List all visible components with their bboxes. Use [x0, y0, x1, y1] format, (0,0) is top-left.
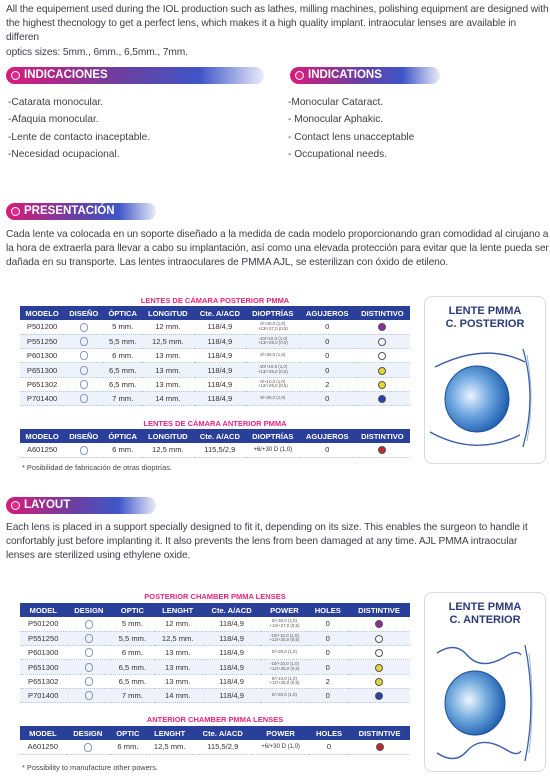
lens-design-icon	[85, 663, 93, 672]
indications-header	[290, 67, 440, 84]
bullet-dot-icon	[295, 71, 304, 80]
cell-diopters	[261, 674, 307, 688]
table-es-note: * Posibilidad de fabricación de otras dioptrías.	[22, 463, 172, 472]
col-header: LONGITUD	[142, 306, 194, 320]
distinctive-color-dot-icon	[375, 678, 383, 686]
cell-model: P601300	[20, 646, 66, 660]
cell-holes: 0	[307, 688, 348, 702]
cell-length: 12,5 mm.	[146, 740, 193, 754]
distinctive-color-dot-icon	[378, 352, 386, 360]
cell-optic: 7 mm.	[103, 391, 142, 405]
distinctive-color-dot-icon	[375, 635, 383, 643]
cell-distinctive	[348, 674, 410, 688]
cell-diopters	[261, 631, 307, 645]
cell-length: 12,5 mm.	[154, 631, 202, 645]
cell-design	[64, 349, 103, 363]
table-row	[20, 646, 410, 660]
indications-list	[288, 94, 538, 164]
cell-length: 12 mm.	[154, 617, 202, 631]
col-header: ÓPTICA	[103, 306, 142, 320]
cell-cte: 118/4,9	[194, 334, 246, 348]
diopter-line-1: 0/+10,0 (1,0)	[271, 675, 297, 681]
list-item: - Occupational needs.	[288, 149, 388, 161]
cell-holes: 0	[300, 349, 355, 363]
diopter-line-2: +12/+25,0 (0,5)	[269, 637, 300, 643]
cell-diopters	[261, 646, 307, 660]
lens-design-icon	[84, 743, 92, 752]
presentacion-header	[6, 203, 156, 220]
cell-model: A601250	[20, 443, 64, 457]
panel-title-line-2: C. POSTERIOR	[445, 318, 525, 330]
cell-model: P551250	[20, 334, 64, 348]
panel-title-line-2: C. ANTERIOR	[449, 614, 521, 626]
lens-design-icon	[85, 620, 93, 629]
cell-cte: 118/4,9	[194, 377, 246, 391]
cell-distinctive	[355, 443, 410, 457]
col-header: DISTINTIVE	[349, 726, 410, 740]
col-header: MODEL	[20, 726, 66, 740]
paragraph-line: Each lens is placed in a support specially designed to fit it, depending on its size. This enables the surgeon to handle it	[6, 522, 528, 533]
cell-holes: 0	[300, 443, 355, 457]
cell-holes: 0	[307, 631, 348, 645]
diopter-line-1: -10/+10,0 (1,0)	[258, 335, 288, 341]
cell-model: P701400	[20, 391, 64, 405]
table-en-posterior	[20, 603, 410, 703]
indications-title: INDICATIONS	[308, 69, 382, 81]
col-header: OPTIC	[110, 726, 146, 740]
cell-model: P501200	[20, 617, 66, 631]
anterior-lens-illustration-icon	[425, 635, 545, 770]
list-item: - Monocular Aphakic.	[288, 114, 384, 126]
col-header: DESIGN	[66, 603, 111, 617]
cell-model: P551250	[20, 631, 66, 645]
cell-diopters	[261, 617, 307, 631]
table-row	[20, 443, 410, 457]
cell-optic: 6,5 mm.	[103, 363, 142, 377]
col-header: DISTINTIVE	[348, 603, 410, 617]
diopter-line-1: -10/+10,0 (1,0)	[269, 661, 299, 667]
col-header: AGUJEROS	[300, 429, 355, 443]
col-header: DIOPTRÍAS	[246, 429, 300, 443]
cell-cte: 118/4,9	[194, 320, 246, 334]
cell-holes: 2	[300, 377, 355, 391]
col-header: DISEÑO	[64, 429, 103, 443]
cell-cte: 118/4,9	[194, 363, 246, 377]
bullet-dot-icon	[11, 207, 20, 216]
cell-optic: 6 mm.	[103, 443, 142, 457]
distinctive-color-dot-icon	[375, 664, 383, 672]
cell-model: P501200	[20, 320, 64, 334]
list-item: - Contact lens unacceptable	[288, 131, 415, 143]
list-item: -Catarata monocular.	[8, 97, 104, 108]
cell-design	[64, 334, 103, 348]
cell-design	[66, 631, 111, 645]
lens-design-icon	[80, 446, 88, 455]
cell-design	[66, 688, 111, 702]
paragraph-line: lenses are sterilized using ethylene oxide.	[6, 550, 191, 562]
lens-design-icon	[85, 634, 93, 643]
diopter-line-2: +12/+25,0 (0,5)	[269, 680, 300, 686]
cell-length: 14 mm.	[142, 391, 194, 405]
distinctive-color-dot-icon	[378, 367, 386, 375]
cell-cte: 118/4,9	[202, 674, 262, 688]
cell-distinctive	[355, 363, 410, 377]
cell-cte: 115,5/2,9	[194, 443, 246, 457]
col-header: Cte. A/ACD	[194, 306, 246, 320]
lens-design-icon	[85, 677, 93, 686]
cell-design	[66, 740, 110, 754]
table-en-note: * Possibility to manufacture other powers.	[22, 763, 158, 772]
paragraph-line: dañada en su transporte. Las lentes intraoculares de PMMA AJL, se esterilizan con óxido de etileno.	[6, 257, 449, 269]
cell-model: P651302	[20, 674, 66, 688]
cell-optic: 5,5 mm.	[111, 631, 153, 645]
col-header: Cte. A/ACD	[194, 429, 246, 443]
panel-title-line-1: LENTE PMMA	[448, 305, 522, 317]
table-es-anterior	[20, 429, 410, 458]
paragraph-line: confortably just before implanting it. It also prevents the lens from been damaged at any time. AJL PMMA intraocular	[6, 536, 518, 548]
indicaciones-title: INDICACIONES	[24, 69, 108, 81]
lens-design-icon	[80, 394, 88, 403]
diopter-line-1: 0/+30,0 (1,0)	[260, 395, 286, 401]
distinctive-color-dot-icon	[378, 395, 386, 403]
cell-diopters	[246, 377, 300, 391]
distinctive-color-dot-icon	[378, 338, 386, 346]
cell-length: 14 mm.	[154, 688, 202, 702]
diopter-line-2: +12/+25,0 (0,5)	[269, 666, 300, 672]
cell-diopters: +6/+30 D (1,0)	[252, 740, 309, 754]
col-header: DISEÑO	[64, 306, 103, 320]
cell-optic: 6,5 mm.	[111, 660, 153, 674]
distinctive-color-dot-icon	[378, 446, 386, 454]
lens-design-icon	[80, 351, 88, 360]
cell-holes: 0	[309, 740, 349, 754]
cell-distinctive	[355, 320, 410, 334]
table-es-anterior-title: LENTES DE CÁMARA ANTERIOR PMMA	[143, 419, 287, 428]
cell-holes: 0	[307, 646, 348, 660]
col-header: HOLES	[309, 726, 349, 740]
diopter-line-2: +13/+25,0 (0,5)	[257, 340, 288, 346]
cell-cte: 118/4,9	[202, 688, 262, 702]
layout-text	[6, 521, 550, 564]
cell-optic: 5,5 mm.	[103, 334, 142, 348]
table-row	[20, 334, 410, 348]
cell-diopters	[261, 660, 307, 674]
cell-holes: 0	[300, 334, 355, 348]
distinctive-color-dot-icon	[375, 692, 383, 700]
cell-optic: 7 mm.	[111, 688, 153, 702]
list-item: -Lente de contacto inaceptable.	[8, 131, 151, 143]
cell-holes: 0	[307, 617, 348, 631]
lens-design-icon	[80, 337, 88, 346]
distinctive-color-dot-icon	[378, 323, 386, 331]
cell-diopters: +6/+30 D (1,0)	[246, 443, 300, 457]
table-row	[20, 631, 410, 645]
col-header: MODELO	[20, 429, 64, 443]
cell-cte: 118/4,9	[194, 349, 246, 363]
col-header: DISTINTIVO	[355, 306, 410, 320]
table-row	[20, 363, 410, 377]
cell-diopters	[246, 391, 300, 405]
cell-length: 13 mm.	[154, 660, 202, 674]
bullet-dot-icon	[11, 501, 20, 510]
cell-length: 12 mm.	[142, 320, 194, 334]
cell-distinctive	[348, 688, 410, 702]
lens-design-icon	[85, 691, 93, 700]
cell-design	[64, 443, 103, 457]
cell-diopters	[246, 349, 300, 363]
cell-length: 13 mm.	[142, 349, 194, 363]
distinctive-color-dot-icon	[378, 381, 386, 389]
cell-cte: 118/4,9	[202, 617, 262, 631]
posterior-lens-illustration-icon	[425, 337, 545, 462]
cell-diopters	[246, 363, 300, 377]
table-header-row	[20, 726, 410, 740]
col-header: MODEL	[20, 603, 66, 617]
cell-design	[66, 660, 111, 674]
panel-title-line-1: LENTE PMMA	[448, 601, 522, 613]
cell-distinctive	[348, 646, 410, 660]
cell-model: P601300	[20, 349, 64, 363]
cell-length: 12,5 mm.	[142, 443, 194, 457]
cell-length: 13 mm.	[154, 646, 202, 660]
lens-design-icon	[80, 380, 88, 389]
col-header: ÓPTICA	[103, 429, 142, 443]
intro-line-1: All the equipement used during the IOL production such as lathes, milling machines, polishing equipment are designed with	[6, 4, 549, 15]
diopter-line-2: +13/+27,0 (0,5)	[257, 325, 288, 331]
layout-header	[6, 497, 156, 514]
cell-optic: 6 mm.	[103, 349, 142, 363]
col-header: OPTIC	[111, 603, 153, 617]
cell-optic: 6,5 mm.	[103, 377, 142, 391]
lens-design-icon	[85, 648, 93, 657]
distinctive-color-dot-icon	[375, 620, 383, 628]
cell-distinctive	[355, 349, 410, 363]
cell-holes: 0	[300, 320, 355, 334]
cell-optic: 6,5 mm.	[111, 674, 153, 688]
cell-design	[64, 363, 103, 377]
cell-holes: 2	[307, 674, 348, 688]
cell-length: 12,5 mm.	[142, 334, 194, 348]
diopter-line-1: 0/+10,0 (1,0)	[260, 378, 286, 384]
table-row	[20, 391, 410, 405]
cell-diopters	[261, 688, 307, 702]
table-row	[20, 740, 410, 754]
cell-distinctive	[348, 660, 410, 674]
cell-cte: 115,5/2,9	[193, 740, 252, 754]
table-row	[20, 674, 410, 688]
cell-distinctive	[355, 391, 410, 405]
table-header-row	[20, 603, 410, 617]
cell-holes: 0	[300, 363, 355, 377]
cell-model: A601250	[20, 740, 66, 754]
table-en-anterior	[20, 726, 410, 755]
table-row	[20, 320, 410, 334]
cell-distinctive	[355, 334, 410, 348]
cell-optic: 5 mm.	[111, 617, 153, 631]
cell-optic: 6 mm.	[110, 740, 146, 754]
list-item: -Afaquia monocular.	[8, 114, 99, 126]
presentacion-title: PRESENTACIÓN	[24, 205, 115, 217]
diopter-line-2: +13/+27,0 (0,5)	[269, 622, 300, 628]
col-header: Cte. A/ACD	[193, 726, 252, 740]
cell-holes: 0	[307, 660, 348, 674]
cell-model: P651300	[20, 363, 64, 377]
table-row	[20, 688, 410, 702]
table-en-posterior-title: POSTERIOR CHAMBER PMMA LENSES	[144, 592, 286, 601]
lens-design-icon	[80, 323, 88, 332]
cell-cte: 118/4,9	[202, 660, 262, 674]
paragraph-line: Cada lente va colocada en un soporte diseñado a la medida de cada modelo proporcionando gran comodidad al cirujano a	[6, 229, 549, 240]
diopter-line-1: -10/+10,0 (1,0)	[269, 632, 299, 638]
table-es-posterior	[20, 306, 410, 406]
col-header: POWER	[261, 603, 307, 617]
presentacion-text	[6, 228, 550, 271]
cell-design	[64, 377, 103, 391]
lens-design-icon	[80, 366, 88, 375]
col-header: POWER	[252, 726, 309, 740]
distinctive-color-dot-icon	[375, 649, 383, 657]
cell-optic: 6 mm.	[111, 646, 153, 660]
table-es-posterior-title: LENTES DE CÁMARA POSTERIOR PMMA	[140, 296, 290, 305]
col-header: HOLES	[307, 603, 348, 617]
cell-model: P701400	[20, 688, 66, 702]
list-item: -Monocular Cataract.	[288, 97, 384, 108]
intro-line-3: optics sizes: 5mm., 6mm., 6,5mm., 7mm.	[6, 46, 188, 58]
cell-length: 13 mm.	[142, 363, 194, 377]
cell-distinctive	[349, 740, 410, 754]
col-header: AGUJEROS	[300, 306, 355, 320]
diopter-line-1: -10/+10,0 (1,0)	[258, 364, 288, 370]
cell-model: P651300	[20, 660, 66, 674]
bullet-dot-icon	[11, 71, 20, 80]
distinctive-color-dot-icon	[376, 743, 384, 751]
col-header: MODELO	[20, 306, 64, 320]
table-row	[20, 660, 410, 674]
cell-distinctive	[355, 377, 410, 391]
col-header: DISTINTIVO	[355, 429, 410, 443]
table-en-anterior-title: ANTERIOR CHAMBER PMMA LENSES	[146, 715, 284, 724]
cell-cte: 118/4,9	[194, 391, 246, 405]
cell-model: P651302	[20, 377, 64, 391]
cell-length: 13 mm.	[142, 377, 194, 391]
intro-line-2: the highest thecnology to get a perfect lens, which makes it a high quality implant. intraocular lenses are available in differen	[6, 18, 517, 44]
diopter-line-2: +12/+25,0 (0,5)	[257, 383, 288, 389]
table-header-row	[20, 306, 410, 320]
diopter-line-1: 0/+30,0 (1,0)	[260, 352, 286, 358]
list-item: -Necesidad ocupacional.	[8, 149, 120, 161]
lens-posterior-panel	[424, 296, 546, 464]
table-row	[20, 377, 410, 391]
col-header: LENGHT	[146, 726, 193, 740]
layout-title: LAYOUT	[24, 499, 71, 511]
table-row	[20, 617, 410, 631]
indicaciones-list	[8, 94, 268, 164]
cell-design	[64, 391, 103, 405]
cell-design	[66, 646, 111, 660]
col-header: LONGITUD	[142, 429, 194, 443]
cell-optic: 5 mm.	[103, 320, 142, 334]
cell-diopters	[246, 320, 300, 334]
cell-diopters	[246, 334, 300, 348]
cell-distinctive	[348, 617, 410, 631]
cell-length: 13 mm.	[154, 674, 202, 688]
indicaciones-header	[6, 67, 264, 84]
cell-design	[64, 320, 103, 334]
cell-holes: 0	[300, 391, 355, 405]
cell-cte: 118/4,9	[202, 631, 262, 645]
intro-text	[6, 3, 550, 60]
cell-cte: 118/4,9	[202, 646, 262, 660]
diopter-line-1: 0/+30,0 (1,0)	[271, 692, 297, 698]
cell-design	[66, 617, 111, 631]
diopter-line-1: 0/+30,0 (1,0)	[271, 618, 297, 624]
table-row	[20, 349, 410, 363]
lens-anterior-panel	[424, 592, 546, 772]
col-header: LENGHT	[154, 603, 202, 617]
diopter-line-1: 0/+30,0 (1,0)	[260, 321, 286, 327]
col-header: DESIGN	[66, 726, 110, 740]
paragraph-line: la hora de extraerla para llevar a cabo su implantación, así como una elevada protección para evitar que la lente pueda ser	[6, 243, 549, 255]
cell-distinctive	[348, 631, 410, 645]
col-header: Cte. A/ACD	[202, 603, 262, 617]
col-header: DIOPTRÍAS	[246, 306, 300, 320]
cell-design	[66, 674, 111, 688]
diopter-line-1: 0/+30,0 (1,0)	[271, 649, 297, 655]
table-header-row	[20, 429, 410, 443]
diopter-line-2: +13/+25,0 (0,5)	[257, 369, 288, 375]
